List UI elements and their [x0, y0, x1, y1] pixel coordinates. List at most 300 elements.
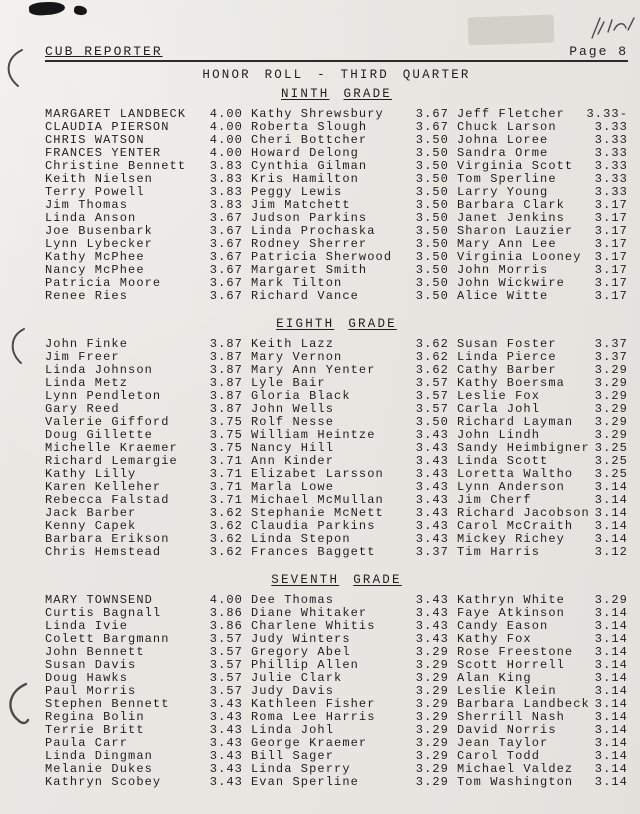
student-name: Linda Anson — [45, 211, 137, 225]
student-gpa: 3.43 — [209, 697, 243, 711]
student-name: Linda Sperry — [251, 762, 351, 776]
student-name: Chuck Larson — [457, 120, 557, 134]
student-gpa: 3.50 — [415, 159, 449, 173]
student-name: Judy Winters — [251, 632, 351, 646]
student-gpa: 3.33 — [594, 185, 628, 199]
student-gpa: 3.87 — [209, 363, 243, 377]
student-name: Kathy Fox — [457, 632, 532, 646]
student-name: FRANCES YENTER — [45, 146, 162, 160]
student-name: Linda Pierce — [457, 350, 557, 364]
student-gpa: 3.25 — [594, 454, 628, 468]
student-gpa: 3.14 — [594, 532, 628, 546]
student-gpa: 3.67 — [209, 250, 243, 264]
student-gpa: 3.67 — [415, 120, 449, 134]
student-gpa: 3.17 — [594, 289, 628, 303]
student-name: Ann Kinder — [251, 454, 335, 468]
student-name: Alice Witte — [457, 289, 549, 303]
student-gpa: 3.62 — [209, 545, 243, 559]
student-gpa: 3.57 — [209, 671, 243, 685]
student-name: Dee Thomas — [251, 593, 335, 607]
student-gpa: 3.37 — [594, 350, 628, 364]
student-gpa: 3.75 — [209, 415, 243, 429]
student-name: MARGARET LANDBECK — [45, 107, 187, 121]
student-gpa: 3.33- — [586, 107, 628, 121]
student-name: Renee Ries — [45, 289, 129, 303]
student-gpa: 3.43 — [415, 441, 449, 455]
student-gpa: 3.62 — [415, 350, 449, 364]
student-gpa: 3.29 — [594, 593, 628, 607]
student-name: John Wickwire — [457, 276, 565, 290]
student-gpa: 3.17 — [594, 263, 628, 277]
student-name: Jim Freer — [45, 350, 120, 364]
student-name: John Finke — [45, 337, 129, 351]
student-name: Kathryn Scobey — [45, 775, 162, 789]
student-name: Rose Freestone — [457, 645, 574, 659]
student-gpa: 3.71 — [209, 454, 243, 468]
student-gpa: 3.43 — [209, 723, 243, 737]
student-gpa: 3.14 — [594, 519, 628, 533]
student-name: Paula Carr — [45, 736, 129, 750]
student-gpa: 3.29 — [415, 697, 449, 711]
section-columns — [45, 338, 628, 559]
student-name: Linda Prochaska — [251, 224, 376, 238]
student-name: Keith Nielsen — [45, 172, 153, 186]
honor-roll-entry — [251, 290, 457, 303]
student-name: Lynn Lybecker — [45, 237, 153, 251]
student-name: Larry Young — [457, 185, 549, 199]
student-gpa: 3.29 — [415, 736, 449, 750]
student-gpa: 3.43 — [415, 619, 449, 633]
student-name: Gregory Abel — [251, 645, 351, 659]
ink-smudge-top-left — [29, 1, 66, 16]
student-name: Colett Bargmann — [45, 632, 170, 646]
student-gpa: 3.43 — [415, 519, 449, 533]
student-gpa: 3.57 — [415, 389, 449, 403]
honor-roll-sections — [45, 87, 628, 789]
student-name: Barbara Erikson — [45, 532, 170, 546]
student-name: Claudia Parkins — [251, 519, 376, 533]
page-content — [45, 44, 628, 793]
student-name: Lynn Anderson — [457, 480, 565, 494]
student-name: MARY TOWNSEND — [45, 593, 153, 607]
student-name: Susan Davis — [45, 658, 137, 672]
student-name: CHRIS WATSON — [45, 133, 145, 147]
student-gpa: 3.50 — [415, 172, 449, 186]
student-name: Michael Valdez — [457, 762, 574, 776]
student-gpa: 3.29 — [594, 415, 628, 429]
student-name: Kathy McPhee — [45, 250, 145, 264]
student-name: Evan Sperline — [251, 775, 359, 789]
student-gpa: 3.87 — [209, 389, 243, 403]
student-gpa: 3.50 — [415, 211, 449, 225]
student-gpa: 4.00 — [209, 146, 243, 160]
student-name: Scott Horrell — [457, 658, 565, 672]
student-name: Doug Gillette — [45, 428, 153, 442]
student-gpa: 3.50 — [415, 133, 449, 147]
student-gpa: 3.25 — [594, 441, 628, 455]
student-name: Rodney Sherrer — [251, 237, 368, 251]
section-heading-word: GRADE — [348, 317, 397, 331]
masthead — [45, 44, 628, 62]
student-name: Peggy Lewis — [251, 185, 343, 199]
section-columns — [45, 594, 628, 789]
newspaper-name: CUB REPORTER — [45, 44, 163, 59]
student-name: David Norris — [457, 723, 557, 737]
student-gpa: 3.29 — [415, 762, 449, 776]
student-name: Christine Bennett — [45, 159, 187, 173]
student-gpa: 3.14 — [594, 697, 628, 711]
honor-roll-entry — [457, 546, 628, 559]
student-name: CLAUDIA PIERSON — [45, 120, 170, 134]
student-gpa: 3.17 — [594, 250, 628, 264]
student-name: Stephanie McNett — [251, 506, 384, 520]
student-gpa: 3.43 — [415, 493, 449, 507]
handwritten-annotation — [588, 12, 638, 48]
student-name: Jim Cherf — [457, 493, 532, 507]
student-name: John Lindh — [457, 428, 541, 442]
student-gpa: 3.43 — [415, 632, 449, 646]
honor-roll-column — [45, 338, 251, 559]
student-gpa: 3.62 — [209, 506, 243, 520]
student-gpa: 3.57 — [415, 402, 449, 416]
student-name: Sandy Heimbigner — [457, 441, 590, 455]
student-name: Roberta Slough — [251, 120, 368, 134]
student-name: Johna Loree — [457, 133, 549, 147]
student-gpa: 3.50 — [415, 415, 449, 429]
student-name: Tim Harris — [457, 545, 541, 559]
student-gpa: 3.43 — [209, 736, 243, 750]
student-name: Linda Johl — [251, 723, 335, 737]
student-gpa: 3.50 — [415, 276, 449, 290]
student-name: Carol Todd — [457, 749, 541, 763]
honor-roll-column — [251, 594, 457, 789]
student-gpa: 3.14 — [594, 762, 628, 776]
student-name: Paul Morris — [45, 684, 137, 698]
student-name: Regina Bolin — [45, 710, 145, 724]
student-name: Howard Delong — [251, 146, 359, 160]
student-gpa: 3.29 — [594, 376, 628, 390]
student-gpa: 3.43 — [415, 480, 449, 494]
honor-roll-column — [251, 108, 457, 303]
honor-roll-entry — [251, 546, 457, 559]
student-name: Susan Foster — [457, 337, 557, 351]
student-name: Linda Scott — [457, 454, 549, 468]
student-name: Richard Vance — [251, 289, 359, 303]
student-name: Barbara Clark — [457, 198, 565, 212]
student-gpa: 3.14 — [594, 480, 628, 494]
student-name: Linda Dingman — [45, 749, 153, 763]
student-gpa: 3.67 — [415, 107, 449, 121]
student-gpa: 3.29 — [594, 363, 628, 377]
student-name: Stephen Bennett — [45, 697, 170, 711]
student-gpa: 3.43 — [415, 467, 449, 481]
student-name: Carol McCraith — [457, 519, 574, 533]
student-gpa: 3.57 — [209, 684, 243, 698]
student-name: Rebecca Falstad — [45, 493, 170, 507]
student-name: Kathy Boersma — [457, 376, 565, 390]
student-name: Rolf Nesse — [251, 415, 335, 429]
student-gpa: 3.17 — [594, 224, 628, 238]
student-gpa: 3.67 — [209, 237, 243, 251]
student-name: Mickey Richey — [457, 532, 565, 546]
student-gpa: 3.71 — [209, 480, 243, 494]
honor-roll-entry — [251, 776, 457, 789]
student-name: Sharon Lauzier — [457, 224, 574, 238]
student-gpa: 3.14 — [594, 606, 628, 620]
student-gpa: 3.29 — [415, 684, 449, 698]
student-name: Michael McMullan — [251, 493, 384, 507]
student-name: Richard Layman — [457, 415, 574, 429]
student-gpa: 3.12 — [594, 545, 628, 559]
student-gpa: 3.57 — [415, 376, 449, 390]
student-gpa: 3.14 — [594, 775, 628, 789]
student-gpa: 3.62 — [209, 519, 243, 533]
student-name: Jim Matchett — [251, 198, 351, 212]
student-gpa: 3.17 — [594, 237, 628, 251]
student-name: Carla Johl — [457, 402, 541, 416]
honor-roll-entry — [45, 290, 251, 303]
student-name: Melanie Dukes — [45, 762, 153, 776]
student-name: Jack Barber — [45, 506, 137, 520]
student-gpa: 3.50 — [415, 146, 449, 160]
honor-roll-column — [251, 338, 457, 559]
student-name: Jean Taylor — [457, 736, 549, 750]
student-name: Leslie Klein — [457, 684, 557, 698]
student-name: Kenny Capek — [45, 519, 137, 533]
student-gpa: 3.33 — [594, 120, 628, 134]
student-name: Richard Jacobson — [457, 506, 590, 520]
student-gpa: 3.67 — [209, 289, 243, 303]
student-gpa: 3.86 — [209, 619, 243, 633]
student-name: John Bennett — [45, 645, 145, 659]
student-gpa: 3.67 — [209, 263, 243, 277]
student-name: Kris Hamilton — [251, 172, 359, 186]
student-name: Mary Ann Lee — [457, 237, 557, 251]
student-gpa: 3.86 — [209, 606, 243, 620]
student-gpa: 3.62 — [415, 337, 449, 351]
student-gpa: 3.17 — [594, 198, 628, 212]
pen-mark-left-top — [0, 46, 26, 90]
student-gpa: 3.14 — [594, 658, 628, 672]
student-name: Alan King — [457, 671, 532, 685]
student-name: Lynn Pendleton — [45, 389, 162, 403]
section-heading — [45, 87, 628, 101]
honor-roll-column — [457, 338, 628, 559]
honor-roll-column — [457, 108, 628, 303]
student-name: Nancy Hill — [251, 441, 335, 455]
student-gpa: 3.14 — [594, 749, 628, 763]
honor-roll-entry — [457, 776, 628, 789]
student-name: Virginia Looney — [457, 250, 582, 264]
student-gpa: 3.14 — [594, 684, 628, 698]
student-name: John Wells — [251, 402, 335, 416]
student-gpa: 3.87 — [209, 350, 243, 364]
section-columns — [45, 108, 628, 303]
student-name: Kathleen Fisher — [251, 697, 376, 711]
student-gpa: 3.62 — [209, 532, 243, 546]
pen-mark-left-bottom — [2, 680, 32, 730]
student-gpa: 3.57 — [209, 632, 243, 646]
student-name: Kathy Lilly — [45, 467, 137, 481]
student-gpa: 3.37 — [594, 337, 628, 351]
student-name: Joe Busenbark — [45, 224, 153, 238]
student-gpa: 3.67 — [209, 211, 243, 225]
student-name: Cheri Bottcher — [251, 133, 368, 147]
student-gpa: 3.67 — [209, 224, 243, 238]
student-gpa: 3.87 — [209, 402, 243, 416]
student-gpa: 3.83 — [209, 198, 243, 212]
student-gpa: 3.67 — [209, 276, 243, 290]
section-heading-word: GRADE — [343, 87, 393, 101]
student-name: Sherrill Nash — [457, 710, 565, 724]
student-name: Kathy Shrewsbury — [251, 107, 384, 121]
section-heading-word: SEVENTH — [271, 573, 340, 587]
student-name: Linda Stepon — [251, 532, 351, 546]
student-name: Tom Washington — [457, 775, 574, 789]
student-name: Curtis Bagnall — [45, 606, 162, 620]
student-gpa: 3.14 — [594, 723, 628, 737]
student-gpa: 3.37 — [415, 545, 449, 559]
student-gpa: 3.33 — [594, 159, 628, 173]
student-name: Terry Powell — [45, 185, 145, 199]
student-name: Janet Jenkins — [457, 211, 565, 225]
student-name: Gary Reed — [45, 402, 120, 416]
student-name: John Morris — [457, 263, 549, 277]
student-gpa: 3.14 — [594, 736, 628, 750]
honor-roll-entry — [457, 290, 628, 303]
student-name: Richard Lemargie — [45, 454, 178, 468]
student-gpa: 4.00 — [209, 133, 243, 147]
student-name: William Heintze — [251, 428, 376, 442]
student-gpa: 3.57 — [209, 645, 243, 659]
student-name: Bill Sager — [251, 749, 335, 763]
student-name: Barbara Landbeck — [457, 697, 590, 711]
grade-section — [45, 87, 628, 303]
student-name: Marla Lowe — [251, 480, 335, 494]
student-gpa: 3.50 — [415, 185, 449, 199]
student-gpa: 3.29 — [415, 775, 449, 789]
student-name: Karen Kelleher — [45, 480, 162, 494]
student-gpa: 3.75 — [209, 428, 243, 442]
student-name: Cathy Barber — [457, 363, 557, 377]
student-gpa: 3.50 — [415, 289, 449, 303]
student-gpa: 3.29 — [415, 723, 449, 737]
student-gpa: 3.14 — [594, 619, 628, 633]
student-gpa: 3.29 — [415, 749, 449, 763]
student-gpa: 3.71 — [209, 467, 243, 481]
student-gpa: 3.14 — [594, 710, 628, 724]
student-name: Faye Atkinson — [457, 606, 565, 620]
student-gpa: 3.43 — [209, 749, 243, 763]
student-name: Mary Ann Yenter — [251, 363, 376, 377]
student-gpa: 3.29 — [594, 389, 628, 403]
student-name: Frances Baggett — [251, 545, 376, 559]
student-name: Kathryn White — [457, 593, 565, 607]
student-gpa: 3.87 — [209, 376, 243, 390]
student-gpa: 3.71 — [209, 493, 243, 507]
student-name: Diane Whitaker — [251, 606, 368, 620]
student-gpa: 4.00 — [209, 107, 243, 121]
student-gpa: 3.33 — [594, 146, 628, 160]
student-name: Tom Sperline — [457, 172, 557, 186]
section-heading-word: NINTH — [280, 87, 330, 101]
student-gpa: 3.57 — [209, 658, 243, 672]
student-gpa: 3.62 — [415, 363, 449, 377]
student-name: Jim Thomas — [45, 198, 129, 212]
student-name: Judson Parkins — [251, 211, 368, 225]
student-name: Terrie Britt — [45, 723, 145, 737]
page-number: Page 8 — [569, 44, 628, 59]
student-gpa: 3.43 — [209, 775, 243, 789]
grade-section — [45, 573, 628, 789]
student-name: Jeff Fletcher — [457, 107, 565, 121]
student-gpa: 4.00 — [209, 593, 243, 607]
student-gpa: 3.50 — [415, 263, 449, 277]
honor-roll-column — [45, 594, 251, 789]
student-gpa: 3.75 — [209, 441, 243, 455]
student-gpa: 3.43 — [209, 762, 243, 776]
student-gpa: 3.87 — [209, 337, 243, 351]
student-gpa: 3.25 — [594, 467, 628, 481]
student-gpa: 3.33 — [594, 133, 628, 147]
student-gpa: 3.50 — [415, 250, 449, 264]
student-gpa: 3.50 — [415, 237, 449, 251]
student-gpa: 3.14 — [594, 632, 628, 646]
student-gpa: 3.14 — [594, 506, 628, 520]
student-name: Judy Davis — [251, 684, 335, 698]
pen-mark-left-middle — [4, 326, 30, 366]
honor-roll-column — [45, 108, 251, 303]
student-gpa: 3.33 — [594, 172, 628, 186]
student-name: Michelle Kraemer — [45, 441, 178, 455]
student-name: Linda Johnson — [45, 363, 153, 377]
student-name: Elizabet Larsson — [251, 467, 384, 481]
student-name: Valerie Gifford — [45, 415, 170, 429]
student-name: Doug Hawks — [45, 671, 129, 685]
honor-roll-entry — [45, 546, 251, 559]
student-name: Mary Vernon — [251, 350, 343, 364]
student-gpa: 3.17 — [594, 276, 628, 290]
student-gpa: 3.43 — [415, 428, 449, 442]
student-gpa: 3.43 — [415, 606, 449, 620]
student-name: Chris Hemstead — [45, 545, 162, 559]
student-name: Sandra Orme — [457, 146, 549, 160]
student-name: Keith Lazz — [251, 337, 335, 351]
student-gpa: 3.29 — [415, 671, 449, 685]
student-name: Patricia Moore — [45, 276, 162, 290]
student-name: Loretta Waltho — [457, 467, 574, 481]
smudge-box-top-right — [468, 15, 555, 46]
student-gpa: 3.29 — [415, 710, 449, 724]
section-heading — [45, 317, 628, 331]
section-heading-word: GRADE — [353, 573, 402, 587]
student-gpa: 3.83 — [209, 172, 243, 186]
student-gpa: 3.14 — [594, 493, 628, 507]
student-gpa: 3.83 — [209, 159, 243, 173]
student-gpa: 3.14 — [594, 645, 628, 659]
student-name: Lyle Bair — [251, 376, 326, 390]
student-name: Cynthia Gilman — [251, 159, 368, 173]
student-gpa: 3.29 — [415, 645, 449, 659]
student-gpa: 3.43 — [415, 506, 449, 520]
student-gpa: 4.00 — [209, 120, 243, 134]
honor-roll-entry — [45, 776, 251, 789]
student-name: Margaret Smith — [251, 263, 368, 277]
student-name: Linda Metz — [45, 376, 129, 390]
student-gpa: 3.29 — [415, 658, 449, 672]
section-heading-word: EIGHTH — [276, 317, 335, 331]
student-name: Mark Tilton — [251, 276, 343, 290]
